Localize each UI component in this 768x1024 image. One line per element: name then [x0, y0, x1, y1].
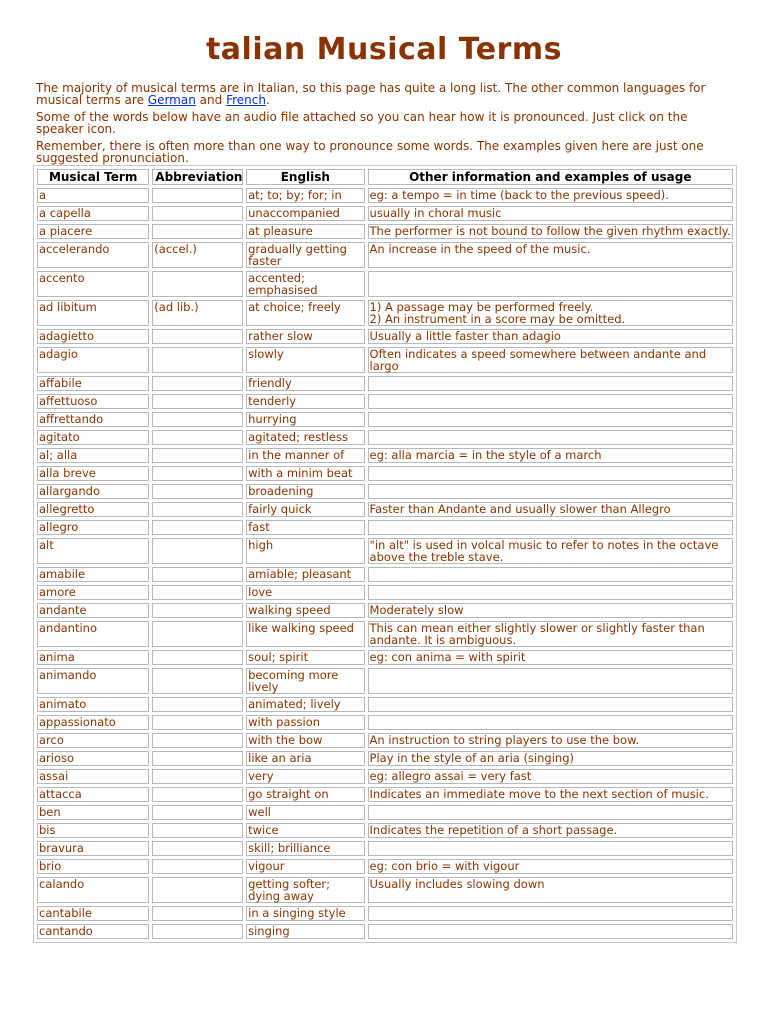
- table-row: [37, 697, 733, 712]
- info-cell: [368, 585, 733, 600]
- term-cell: allargando: [37, 484, 149, 499]
- abbreviation-cell: [152, 787, 243, 802]
- term-cell: animando: [37, 668, 149, 694]
- abbreviation-cell: [152, 585, 243, 600]
- abbreviation-cell: [152, 347, 243, 373]
- info-cell: Play in the style of an aria (singing): [368, 751, 733, 766]
- abbreviation-cell: [152, 520, 243, 535]
- term-cell: allegro: [37, 520, 149, 535]
- abbreviation-cell: [152, 188, 243, 203]
- info-cell: eg: con anima = with spirit: [368, 650, 733, 665]
- english-cell: tenderly: [246, 394, 364, 409]
- info-cell: [368, 430, 733, 445]
- table-row: [37, 484, 733, 499]
- table-row: [37, 271, 733, 297]
- info-cell: [368, 668, 733, 694]
- term-cell: attacca: [37, 787, 149, 802]
- term-cell: arioso: [37, 751, 149, 766]
- abbreviation-cell: [152, 394, 243, 409]
- term-cell: affabile: [37, 376, 149, 391]
- french-link[interactable]: French: [226, 93, 266, 107]
- abbreviation-cell: [152, 906, 243, 921]
- abbreviation-cell: (accel.): [152, 242, 243, 268]
- intro-text-after: .: [265, 93, 270, 107]
- info-cell: [368, 271, 733, 297]
- term-cell: amabile: [37, 567, 149, 582]
- abbreviation-cell: [152, 603, 243, 618]
- english-cell: with a minim beat: [246, 466, 364, 481]
- english-cell: hurrying: [246, 412, 364, 427]
- english-cell: accented; emphasised: [246, 271, 364, 297]
- abbreviation-cell: [152, 621, 243, 647]
- term-cell: arco: [37, 733, 149, 748]
- english-cell: well: [246, 805, 364, 820]
- info-cell: eg: allegro assai = very fast: [368, 769, 733, 784]
- info-cell: This can mean either slightly slower or slightly faster than andante. It is ambiguous.: [368, 621, 733, 647]
- table-row: [37, 430, 733, 445]
- page-title: talian Musical Terms: [205, 32, 563, 67]
- abbreviation-cell: [152, 271, 243, 297]
- table-row: [37, 769, 733, 784]
- english-cell: gradually getting faster: [246, 242, 364, 268]
- term-cell: ad libitum: [37, 300, 149, 326]
- info-cell: [368, 466, 733, 481]
- term-cell: bis: [37, 823, 149, 838]
- table-row: [37, 394, 733, 409]
- abbreviation-cell: [152, 877, 243, 903]
- abbreviation-cell: [152, 859, 243, 874]
- abbreviation-cell: [152, 206, 243, 221]
- term-cell: accento: [37, 271, 149, 297]
- term-cell: amore: [37, 585, 149, 600]
- abbreviation-cell: [152, 805, 243, 820]
- table-row: [37, 841, 733, 856]
- table-row: [37, 906, 733, 921]
- english-cell: unaccompanied: [246, 206, 364, 221]
- english-cell: rather slow: [246, 329, 364, 344]
- english-cell: in a singing style: [246, 906, 364, 921]
- table-row: [37, 924, 733, 939]
- english-cell: at; to; by; for; in: [246, 188, 364, 203]
- abbreviation-cell: [152, 715, 243, 730]
- table-row: [37, 603, 733, 618]
- english-cell: go straight on: [246, 787, 364, 802]
- english-cell: agitated; restless: [246, 430, 364, 445]
- term-cell: adagietto: [37, 329, 149, 344]
- english-cell: walking speed: [246, 603, 364, 618]
- info-cell: Usually includes slowing down: [368, 877, 733, 903]
- info-cell: Often indicates a speed somewhere between andante and largo: [368, 347, 733, 373]
- intro-text-and: and: [195, 93, 227, 107]
- term-cell: assai: [37, 769, 149, 784]
- info-cell: usually in choral music: [368, 206, 733, 221]
- english-cell: at choice; freely: [246, 300, 364, 326]
- term-cell: accelerando: [37, 242, 149, 268]
- term-cell: a: [37, 188, 149, 203]
- info-cell: [368, 484, 733, 499]
- info-cell: Indicates the repetition of a short passage.: [368, 823, 733, 838]
- english-cell: slowly: [246, 347, 364, 373]
- table-row: [37, 448, 733, 463]
- info-cell: 1) A passage may be performed freely. 2) An instrument in a score may be omitted.: [368, 300, 733, 326]
- english-cell: like walking speed: [246, 621, 364, 647]
- table-row: [37, 242, 733, 268]
- table-row: [37, 567, 733, 582]
- term-cell: affrettando: [37, 412, 149, 427]
- intro-text: [36, 82, 738, 164]
- term-cell: animato: [37, 697, 149, 712]
- info-cell: [368, 697, 733, 712]
- abbreviation-cell: [152, 697, 243, 712]
- info-cell: [368, 924, 733, 939]
- info-cell: The performer is not bound to follow the given rhythm exactly.: [368, 224, 733, 239]
- abbreviation-cell: [152, 466, 243, 481]
- table-row: [37, 502, 733, 517]
- term-cell: adagio: [37, 347, 149, 373]
- english-cell: fast: [246, 520, 364, 535]
- abbreviation-cell: [152, 769, 243, 784]
- table-row: [37, 715, 733, 730]
- info-cell: eg: a tempo = in time (back to the previous speed).: [368, 188, 733, 203]
- abbreviation-cell: [152, 823, 243, 838]
- table-row: [37, 329, 733, 344]
- english-cell: twice: [246, 823, 364, 838]
- table-row: [37, 585, 733, 600]
- term-cell: alt: [37, 538, 149, 564]
- table-row: [37, 805, 733, 820]
- info-cell: [368, 841, 733, 856]
- abbreviation-cell: [152, 538, 243, 564]
- abbreviation-cell: [152, 376, 243, 391]
- term-cell: appassionato: [37, 715, 149, 730]
- abbreviation-cell: [152, 412, 243, 427]
- table-row: [37, 859, 733, 874]
- info-cell: [368, 520, 733, 535]
- english-cell: like an aria: [246, 751, 364, 766]
- term-cell: andante: [37, 603, 149, 618]
- info-cell: [368, 394, 733, 409]
- english-cell: amiable; pleasant: [246, 567, 364, 582]
- info-cell: Moderately slow: [368, 603, 733, 618]
- term-cell: a capella: [37, 206, 149, 221]
- abbreviation-cell: [152, 668, 243, 694]
- english-cell: high: [246, 538, 364, 564]
- musical-terms-table: [33, 165, 737, 943]
- info-cell: Usually a little faster than adagio: [368, 329, 733, 344]
- info-cell: [368, 567, 733, 582]
- term-cell: allegretto: [37, 502, 149, 517]
- term-cell: cantabile: [37, 906, 149, 921]
- table-row: [37, 733, 733, 748]
- info-cell: An instruction to string players to use the bow.: [368, 733, 733, 748]
- info-cell: [368, 376, 733, 391]
- header-abbreviation: Abbreviation: [152, 169, 243, 185]
- abbreviation-cell: (ad lib.): [152, 300, 243, 326]
- table-row: [37, 412, 733, 427]
- english-cell: with passion: [246, 715, 364, 730]
- table-row: [37, 787, 733, 802]
- english-cell: friendly: [246, 376, 364, 391]
- english-cell: with the bow: [246, 733, 364, 748]
- table-row: [37, 520, 733, 535]
- table-row: [37, 466, 733, 481]
- table-body: [37, 188, 733, 939]
- info-cell: [368, 805, 733, 820]
- english-cell: fairly quick: [246, 502, 364, 517]
- english-cell: animated; lively: [246, 697, 364, 712]
- info-cell: eg: con brio = with vigour: [368, 859, 733, 874]
- english-cell: love: [246, 585, 364, 600]
- intro-text-before: The majority of musical terms are in Italian, so this page has quite a long list. The other common languages for musical terms are: [36, 81, 706, 107]
- term-cell: andantino: [37, 621, 149, 647]
- english-cell: at pleasure: [246, 224, 364, 239]
- english-cell: vigour: [246, 859, 364, 874]
- english-cell: becoming more lively: [246, 668, 364, 694]
- abbreviation-cell: [152, 430, 243, 445]
- header-english: English: [246, 169, 364, 185]
- table-row: [37, 823, 733, 838]
- header-other-information: Other information and examples of usage: [368, 169, 733, 185]
- info-cell: An increase in the speed of the music.: [368, 242, 733, 268]
- abbreviation-cell: [152, 567, 243, 582]
- table-row: [37, 206, 733, 221]
- header-musical-term: Musical Term: [37, 169, 149, 185]
- intro-paragraph-3: Remember, there is often more than one way to pronounce some words. The examples given here are just one suggested pronunciation.: [36, 139, 704, 165]
- table-row: [37, 224, 733, 239]
- term-cell: a piacere: [37, 224, 149, 239]
- english-cell: in the manner of: [246, 448, 364, 463]
- abbreviation-cell: [152, 733, 243, 748]
- abbreviation-cell: [152, 224, 243, 239]
- english-cell: soul; spirit: [246, 650, 364, 665]
- table-row: [37, 538, 733, 564]
- abbreviation-cell: [152, 448, 243, 463]
- german-link[interactable]: German: [147, 93, 196, 107]
- abbreviation-cell: [152, 484, 243, 499]
- table-row: [37, 650, 733, 665]
- term-cell: affettuoso: [37, 394, 149, 409]
- term-cell: alla breve: [37, 466, 149, 481]
- english-cell: getting softer; dying away: [246, 877, 364, 903]
- table-header-row: [37, 169, 733, 185]
- table-row: [37, 751, 733, 766]
- table-row: [37, 376, 733, 391]
- abbreviation-cell: [152, 924, 243, 939]
- term-cell: calando: [37, 877, 149, 903]
- term-cell: al; alla: [37, 448, 149, 463]
- abbreviation-cell: [152, 502, 243, 517]
- table-row: [37, 877, 733, 903]
- info-cell: eg: alla marcia = in the style of a march: [368, 448, 733, 463]
- abbreviation-cell: [152, 650, 243, 665]
- term-cell: brio: [37, 859, 149, 874]
- info-cell: "in alt" is used in volcal music to refer to notes in the octave above the treble stave.: [368, 538, 733, 564]
- abbreviation-cell: [152, 329, 243, 344]
- table-row: [37, 668, 733, 694]
- info-cell: Faster than Andante and usually slower than Allegro: [368, 502, 733, 517]
- english-cell: very: [246, 769, 364, 784]
- abbreviation-cell: [152, 841, 243, 856]
- info-cell: Indicates an immediate move to the next section of music.: [368, 787, 733, 802]
- table-row: [37, 188, 733, 203]
- term-cell: ben: [37, 805, 149, 820]
- info-cell: [368, 412, 733, 427]
- english-cell: singing: [246, 924, 364, 939]
- info-cell: [368, 715, 733, 730]
- intro-paragraph-1: [36, 82, 738, 106]
- term-cell: anima: [37, 650, 149, 665]
- intro-paragraph-2: Some of the words below have an audio file attached so you can hear how it is pronounced. Just click on the speaker icon.: [36, 110, 688, 136]
- table-row: [37, 347, 733, 373]
- info-cell: [368, 906, 733, 921]
- table-row: [37, 621, 733, 647]
- english-cell: broadening: [246, 484, 364, 499]
- english-cell: skill; brilliance: [246, 841, 364, 856]
- term-cell: agitato: [37, 430, 149, 445]
- abbreviation-cell: [152, 751, 243, 766]
- term-cell: bravura: [37, 841, 149, 856]
- term-cell: cantando: [37, 924, 149, 939]
- table-row: [37, 300, 733, 326]
